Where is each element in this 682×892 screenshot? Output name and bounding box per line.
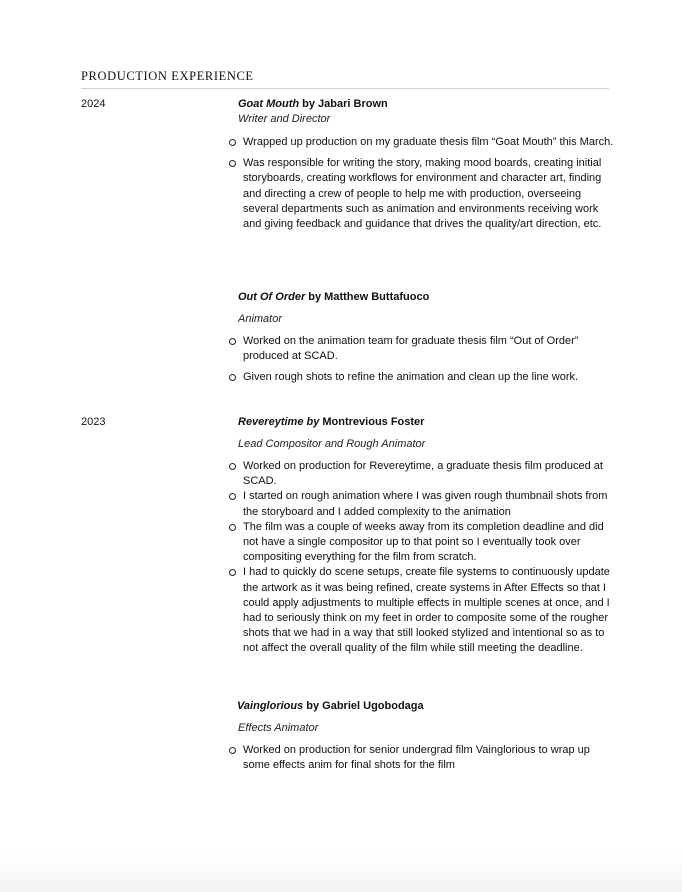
entry-role: Writer and Director [238, 113, 331, 125]
circle-bullet-icon [229, 160, 236, 167]
entry-bullets [229, 743, 614, 773]
list-item: I had to quickly do scene setups, create file systems to continuously update the artwork as it was being refined, create systems in After Effects so that I could apply adjustments to multiple effects in multiple scenes at once, and I had to seriously think on my feet in order to composite some of the rougher shots that we had in a way that still looked stylized and intentional so as to not affect the overall quality of the film while still meeting the deadline. [229, 565, 614, 656]
entry-role: Lead Compositor and Rough Animator [238, 438, 426, 450]
circle-bullet-icon [229, 463, 236, 470]
entry-bullets [229, 459, 614, 657]
circle-bullet-icon [229, 524, 236, 531]
entry-title [238, 290, 618, 305]
work-author: Montrevious Foster [319, 416, 425, 428]
list-item: Was responsible for writing the story, making mood boards, creating initial storyboards, creating workflows for environment and character art, finding and directing a crew of people to help me with production, overseeing several departments such as animation and environments receiving work and giving feedback and guidance that drives the quality/art direction, etc. [229, 156, 614, 232]
list-item: Wrapped up production on my graduate thesis film “Goat Mouth” this March. [229, 135, 614, 150]
section-heading: PRODUCTION EXPERIENCE [81, 69, 254, 83]
work-author: by Jabari Brown [299, 98, 388, 110]
work-title: Vainglorious [237, 700, 304, 712]
work-author: by Gabriel Ugobodaga [303, 700, 424, 712]
circle-bullet-icon [229, 374, 236, 381]
circle-bullet-icon [229, 569, 236, 576]
circle-bullet-icon [229, 338, 236, 345]
list-item: The film was a couple of weeks away from its completion deadline and did not have a single compositor up to that point so I eventually took over compositing everything for the film from scratch. [229, 520, 614, 566]
entry-role: Animator [238, 313, 283, 325]
circle-bullet-icon [229, 139, 236, 146]
entry-goat-mouth [238, 97, 618, 127]
entry-role: Effects Animator [238, 722, 319, 734]
year-label: 2024 [81, 98, 106, 110]
circle-bullet-icon [229, 493, 236, 500]
work-title: Revereytime by [238, 416, 320, 428]
list-item: Worked on production for Revereytime, a graduate thesis film produced at SCAD. [229, 459, 614, 489]
page-bottom-shadow [0, 852, 682, 892]
section-divider [81, 88, 609, 89]
list-item: I started on rough animation where I was given rough thumbnail shots from the storyboard and I added complexity to the animation [229, 489, 614, 519]
entry-title [237, 699, 617, 714]
work-author: by Matthew Buttafuoco [305, 291, 430, 303]
list-item: Worked on production for senior undergrad film Vainglorious to wrap up some effects anim for final shots for the film [229, 743, 614, 773]
entry-out-of-order [238, 290, 618, 327]
entry-title [238, 97, 618, 112]
circle-bullet-icon [229, 747, 236, 754]
list-item: Worked on the animation team for graduate thesis film “Out of Order” produced at SCAD. [229, 334, 614, 364]
entry-bullets [229, 334, 614, 386]
work-title: Out Of Order [238, 291, 306, 303]
year-label: 2023 [81, 416, 106, 428]
entry-vainglorious [237, 699, 617, 736]
entry-revereytime [238, 415, 618, 452]
work-title: Goat Mouth [238, 98, 300, 110]
list-item: Given rough shots to refine the animation and clean up the line work. [229, 370, 614, 385]
entry-bullets [229, 135, 614, 232]
entry-title [238, 415, 618, 430]
